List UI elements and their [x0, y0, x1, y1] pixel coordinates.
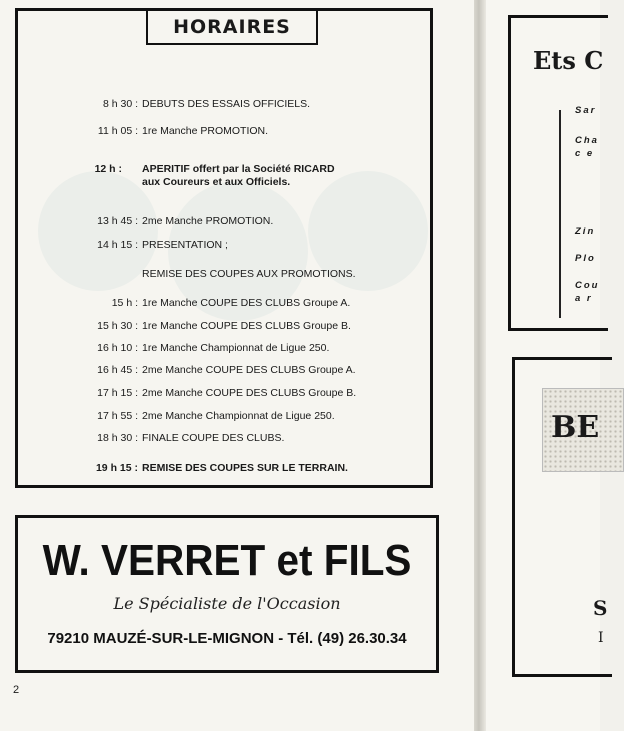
schedule-time: 16 h 10 : [97, 342, 138, 354]
page-gutter [474, 0, 486, 731]
page-number: 2 [13, 684, 20, 696]
ad-company-name: W. VERRET et FILS [42, 536, 412, 585]
schedule-title: HORAIRES [146, 11, 318, 45]
schedule-desc: 1re Manche COUPE DES CLUBS Groupe B. [142, 320, 351, 332]
schedule-desc: PRESENTATION ; [142, 239, 228, 251]
right-ad-line: Sar [575, 105, 597, 116]
right-ad-line: Cha [575, 135, 599, 146]
schedule-time: 19 h 15 : [95, 462, 138, 474]
schedule-desc: DEBUTS DES ESSAIS OFFICIELS. [142, 98, 311, 110]
schedule-time: 13 h 45 : [97, 215, 138, 227]
schedule-box [15, 8, 433, 488]
schedule-time: 8 h 30 : [102, 98, 138, 110]
right-ad-title: Ets C [533, 46, 604, 75]
right-ad-letter: S [593, 596, 608, 620]
schedule-desc: 2me Manche COUPE DES CLUBS Groupe B. [142, 387, 357, 399]
schedule-desc: 1re Manche COUPE DES CLUBS Groupe A. [142, 297, 351, 309]
schedule-time: 18 h 30 : [97, 432, 138, 444]
schedule-desc: 1re Manche PROMOTION. [142, 125, 269, 137]
schedule-time: 15 h 30 : [97, 320, 138, 332]
right-ad-line: a r [575, 293, 593, 304]
schedule-time: 12 h : [94, 163, 122, 175]
schedule-desc: 2me Manche COUPE DES CLUBS Groupe A. [142, 364, 356, 376]
right-ad-plate-text: BE [551, 410, 600, 445]
right-ad-box-bottom [512, 357, 612, 677]
schedule-time: 11 h 05 : [97, 125, 138, 137]
right-ad-line: Zin [575, 226, 596, 237]
ad-address: 79210 MAUZÉ-SUR-LE-MIGNON - Tél. (49) 26.30.34 [47, 630, 407, 647]
schedule-desc: 2me Manche Championnat de Ligue 250. [142, 410, 335, 422]
schedule-time: 17 h 55 : [97, 410, 138, 422]
schedule-desc: REMISE DES COUPES SUR LE TERRAIN. [142, 462, 348, 474]
schedule-time: 14 h 15 : [97, 239, 138, 251]
right-ad-letter: I [598, 630, 604, 646]
right-ad-rule [559, 110, 561, 318]
schedule-time: 17 h 15 : [97, 387, 138, 399]
schedule-desc: 2me Manche PROMOTION. [142, 215, 274, 227]
right-ad-box-top [508, 15, 608, 331]
right-ad-line: Plo [575, 253, 596, 264]
schedule-desc: FINALE COUPE DES CLUBS. [142, 432, 285, 444]
schedule-desc: REMISE DES COUPES AUX PROMOTIONS. [142, 268, 356, 280]
schedule-desc: APERITIF offert par la Société RICARD aux Coureurs et aux Officiels. [142, 163, 335, 188]
schedule-time: 15 h : [111, 297, 138, 309]
verret-advertisement [15, 515, 439, 673]
schedule-time: 16 h 45 : [97, 364, 138, 376]
ad-tagline: Le Spécialiste de l'Occasion [113, 594, 341, 613]
schedule-desc: 1re Manche Championnat de Ligue 250. [142, 342, 330, 354]
right-ad-line: Cou [575, 280, 600, 291]
right-ad-line: c e [575, 148, 595, 159]
